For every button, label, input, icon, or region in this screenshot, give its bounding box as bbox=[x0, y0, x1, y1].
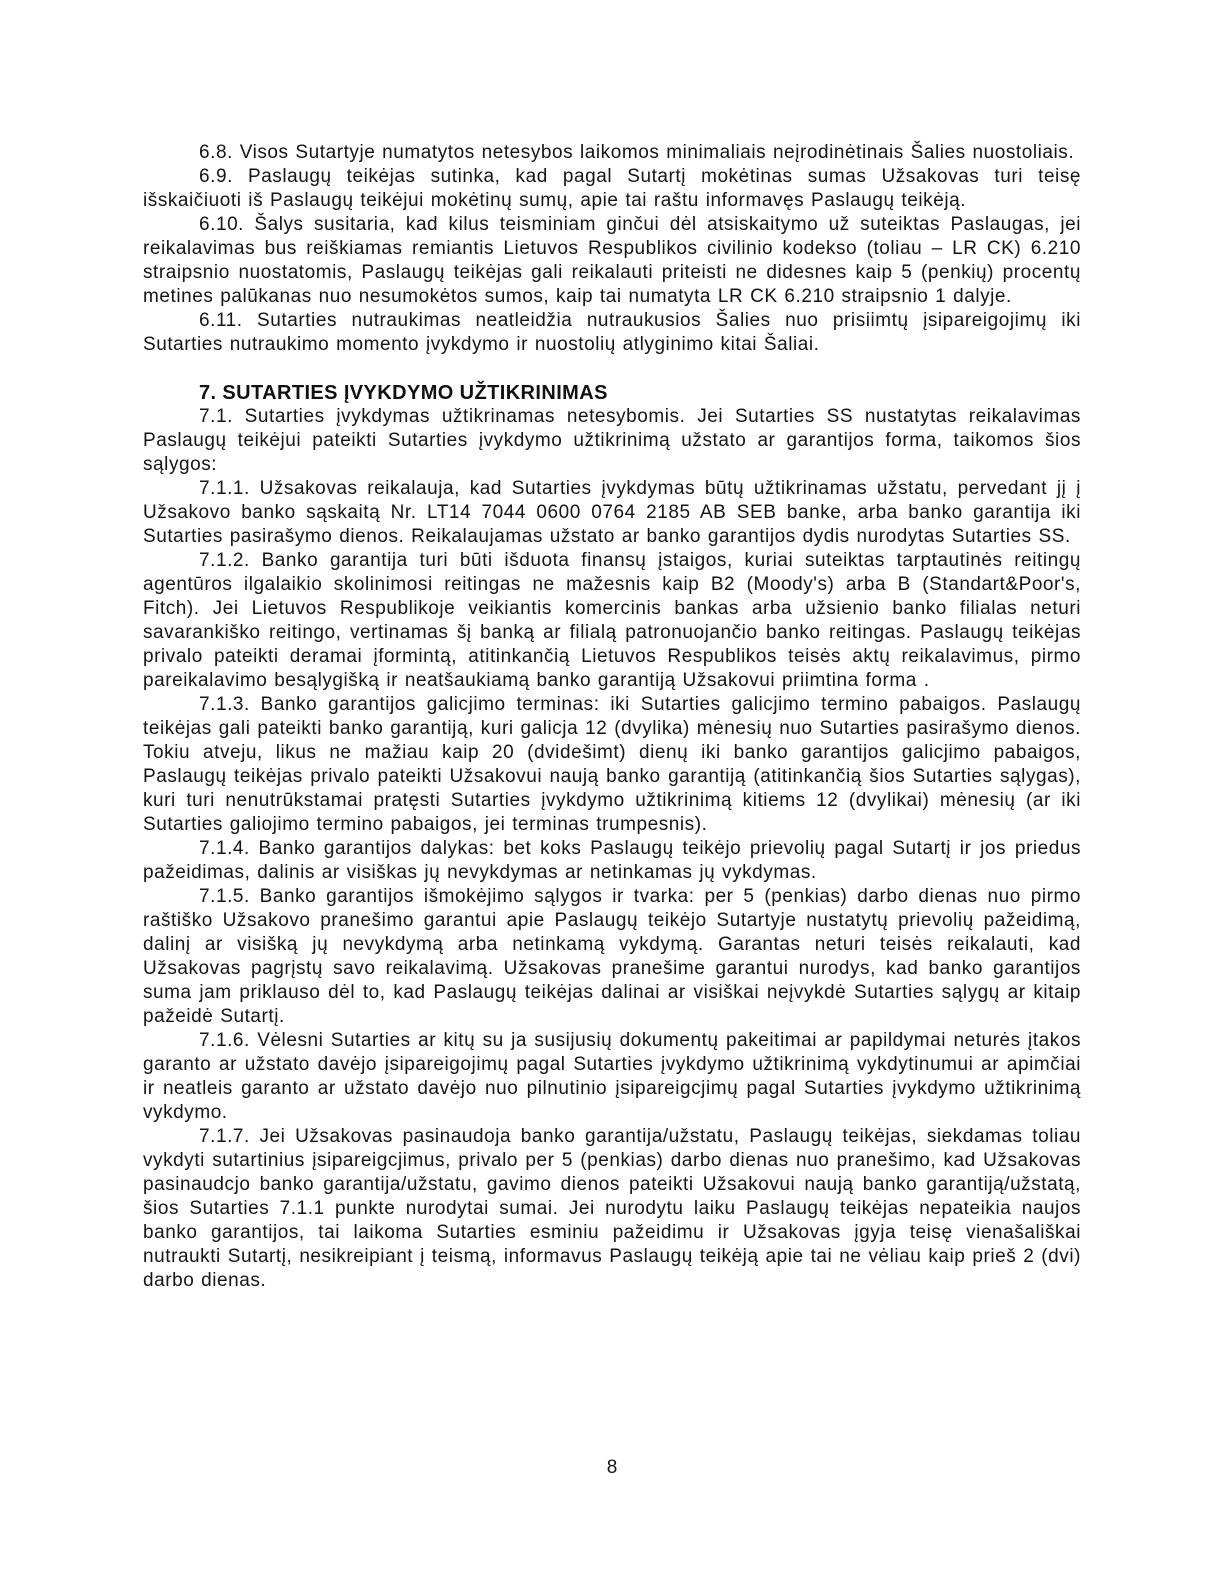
paragraph-7-1-5: 7.1.5. Banko garantijos išmokėjimo sąlygos ir tvarka: per 5 (penkias) darbo dienas nuo pirmo raštiško Užsakovo pranešimo garantui apie Paslaugų teikėjo Sutartyje nustatytų prievolių pažeidimą, dalinį ar visišką jų nevykdymą arba netinkamą vykdymą. Garantas neturi teisės reikalauti, kad Užsakovas pagrįstų savo reikalavimą. Užsakovas pranešime garantui nurodys, kad banko garantijos suma jam priklauso dėl to, kad Paslaugų teikėjas dalinai ar visiškai neįvykdė Sutarties sąlygų ar kitaip pažeidė Sutartį. bbox=[143, 886, 1081, 1027]
paragraph-6-10: 6.10. Šalys susitaria, kad kilus teisminiam ginčui dėl atsiskaitymo už suteiktas Paslaugas, jei reikalavimas bus reiškiamas remiantis Lietuvos Respublikos civilinio kodekso (toliau – LR CK) 6.210 straipsnio nuostatomis, Paslaugų teikėjas gali reikalauti priteisti ne didesnes kaip 5 (penkių) procentų metines palūkanas nuo nesumokėtos sumos, kaip tai numatyta LR CK 6.210 straipsnio 1 dalyje. bbox=[143, 214, 1081, 307]
paragraph-7-1-7: 7.1.7. Jei Užsakovas pasinaudoja banko garantija/užstatu, Paslaugų teikėjas, siekdamas toliau vykdyti sutartinius įsipareigcjimus, privalo per 5 (penkias) darbo dienas nuo pranešimo, kad Užsakovas pasinaudcjo banko garantija/užstatu, gavimo dienos pateikti Užsakovui naują banko garantiją/užstatą, šios Sutarties 7.1.1 punkte nurodytai sumai. Jei nurodytu laiku Paslaugų teikėjas nepateikia naujos banko garantijos, tai laikoma Sutarties esminiu pažeidimu ir Užsakovas įgyja teisę vienašališkai nutraukti Sutartį, nesikreipiant į teismą, informavus Paslaugų teikėją apie tai ne vėliau kaip prieš 2 (dvi) darbo dienas. bbox=[143, 1126, 1081, 1291]
paragraph-6-9: 6.9. Paslaugų teikėjas sutinka, kad pagal Sutartį mokėtinas sumas Užsakovas turi teisę išskaičiuoti iš Paslaugų teikėjui mokėtinų sumų, apie tai raštu informavęs Paslaugų teikėją. bbox=[143, 166, 1081, 211]
page-number: 8 bbox=[606, 1457, 618, 1478]
paragraph-7-1: 7.1. Sutarties įvykdymas užtikrinamas netesybomis. Jei Sutarties SS nustatytas reikalavimas Paslaugų teikėjui pateikti Sutarties įvykdymo užtikrinimą užstato ar garantijos forma, taikomos šios sąlygos: bbox=[143, 406, 1081, 475]
paragraph-7-1-6: 7.1.6. Vėlesni Sutarties ar kitų su ja susijusių dokumentų pakeitimai ar papildymai neturės įtakos garanto ar užstato davėjo įsipareigojimų pagal Sutarties įvykdymo užtikrinimą vykdytinumui ar apimčiai ir neatleis garanto ar užstato davėjo nuo pilnutinio įsipareigcjimų pagal Sutarties įvykdymo užtikrinimą vykdymo. bbox=[143, 1030, 1081, 1123]
section-7-heading: 7. SUTARTIES ĮVYKDYMO UŽTIKRINIMAS bbox=[199, 382, 608, 404]
paragraph-7-1-4: 7.1.4. Banko garantijos dalykas: bet koks Paslaugų teikėjo prievolių pagal Sutartį ir jos priedus pažeidimas, dalinis ar visiškas jų nevykdymas ar netinkamas jų vykdymas. bbox=[143, 838, 1081, 883]
paragraph-7-1-3: 7.1.3. Banko garantijos galicjimo terminas: iki Sutarties galicjimo termino pabaigos. Paslaugų teikėjas gali pateikti banko garantiją, kuri galicja 12 (dvylika) mėnesių nuo Sutarties pasirašymo dienos. Tokiu atveju, likus ne mažiau kaip 20 (dvidešimt) dienų iki banko garantijos galicjimo pabaigos, Paslaugų teikėjas privalo pateikti Užsakovui naują banko garantiją (atitinkančią šios Sutarties sąlygas), kuri turi nenutrūkstamai pratęsti Sutarties įvykdymo užtikrinimą kitiems 12 (dvylikai) mėnesių (ar iki Sutarties galiojimo termino pabaigos, jei terminas trumpesnis). bbox=[143, 694, 1081, 835]
paragraph-7-1-2: 7.1.2. Banko garantija turi būti išduota finansų įstaigos, kuriai suteiktas tarptautinės reitingų agentūros ilgalaikio skolinimosi reitingas ne mažesnis kaip B2 (Moody's) arba B (Standart&Poor's, Fitch). Jei Lietuvos Respublikoje veikiantis komercinis bankas arba užsienio banko filialas neturi savarankiško reitingo, vertinamas šį banką ar filialą patronuojančio banko reitingas. Paslaugų teikėjas privalo pateikti deramai įformintą, atitinkančią Lietuvos Respublikos teisės aktų reikalavimus, pirmo pareikalavimo besąlygišką ir neatšaukiamą banko garantiją Užsakovui priimtina forma . bbox=[143, 550, 1081, 691]
paragraph-6-8: 6.8. Visos Sutartyje numatytos netesybos laikomos minimaliais neįrodinėtinais Šalies nuostoliais. bbox=[199, 142, 1075, 163]
paragraph-7-1-1: 7.1.1. Užsakovas reikalauja, kad Sutarties įvykdymas būtų užtikrinamas užstatu, pervedant jį į Užsakovo banko sąskaitą Nr. LT14 7044 0600 0764 2185 AB SEB banke, arba banko garantija iki Sutarties pasirašymo dienos. Reikalaujamas užstato ar banko garantijos dydis nurodytas Sutarties SS. bbox=[143, 478, 1081, 547]
document-body bbox=[143, 141, 1081, 1293]
paragraph-6-11: 6.11. Sutarties nutraukimas neatleidžia nutraukusios Šalies nuo prisiimtų įsipareigojimų iki Sutarties nutraukimo momento įvykdymo ir nuostolių atlyginimo kitai Šaliai. bbox=[143, 310, 1081, 355]
